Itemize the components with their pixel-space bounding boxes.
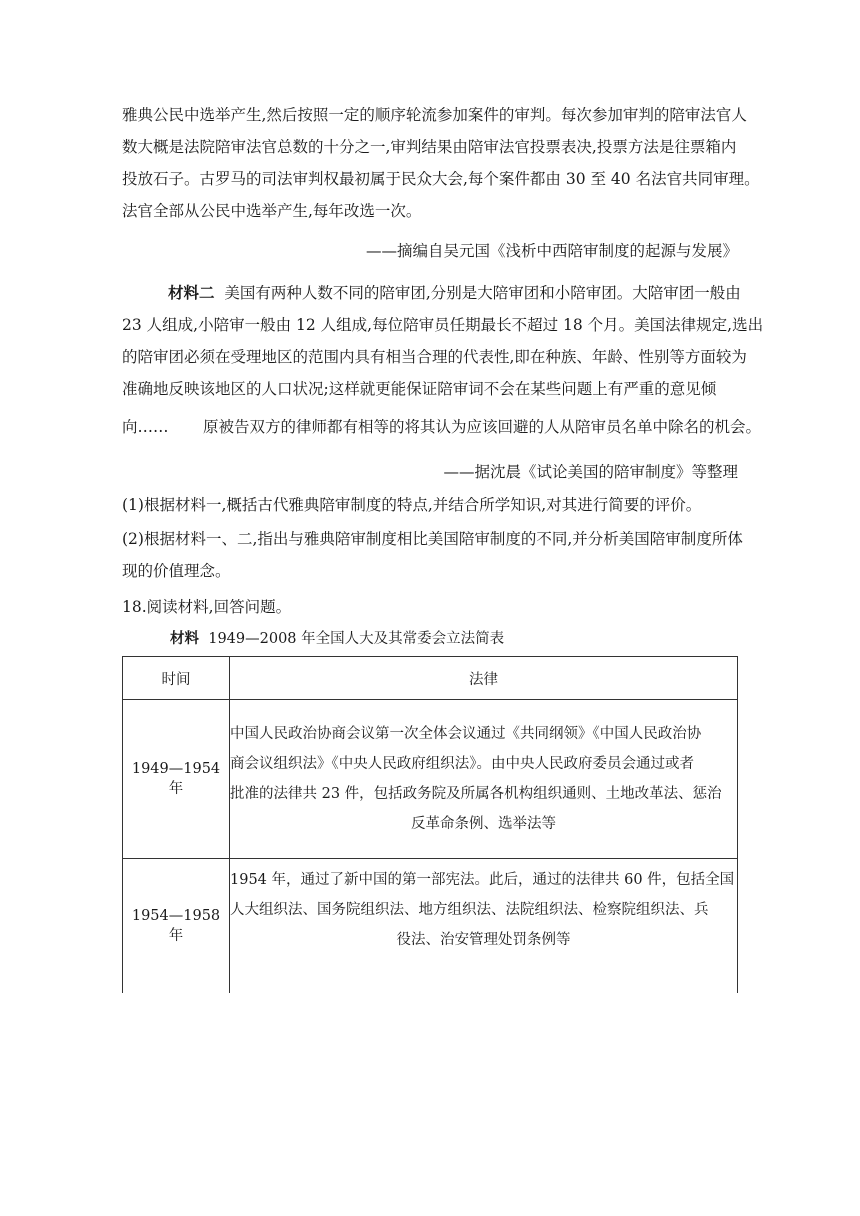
table-caption <box>170 627 504 651</box>
table-row <box>123 859 738 994</box>
law-line: 人大组织法、国务院组织法、地方组织法、法院组织法、检察院组织法、兵 <box>230 902 709 918</box>
law-line: 批准的法律共 23 件，包括政务院及所属各机构组织通则、土地改革法、惩治 <box>230 786 722 802</box>
material1-source: ——摘编自吴元国《浅析中西陪审制度的起源与发展》 <box>365 242 738 260</box>
question-2 <box>122 523 742 587</box>
table-caption-text: 1949—2008 年全国人大及其常委会立法简表 <box>208 631 505 647</box>
material2-line: 23 人组成,小陪审一般由 12 人组成,每位陪审员任期最长不超过 18 个月。美国法律规定,选出 <box>122 316 764 334</box>
header-law: 法律 <box>230 657 738 700</box>
material1-paragraph <box>122 99 760 227</box>
question-18: 18.阅读材料,回答问题。 <box>122 598 292 616</box>
material2-paragraph <box>122 277 764 443</box>
row-law <box>230 700 738 859</box>
row-law <box>230 859 738 994</box>
material2-line: 准确地反映该地区的人口状况;这样就更能保证陪审词不会在某些问题上有严重的意见倾 <box>122 380 717 398</box>
legislation-table <box>122 656 738 993</box>
material2-source: ——据沈晨《试论美国的陪审制度》等整理 <box>443 463 738 481</box>
law-line: 反革命条例、选举法等 <box>411 816 556 832</box>
material2-line: 向…… 原被告双方的律师都有相等的将其认为应该回避的人从陪审员名单中除名的机会。 <box>122 418 761 436</box>
row-time: 1954—1958 年 <box>123 859 230 994</box>
material1-line: 数大概是法院陪审法官总数的十分之一,审判结果由陪审法官投票表决,投票方法是往票箱内 <box>122 138 737 156</box>
law-line: 1954 年，通过了新中国的第一部宪法。此后，通过的法律共 60 件，包括全国 <box>230 872 735 888</box>
table-row <box>123 700 738 859</box>
law-line: 役法、治安管理处罚条例等 <box>396 932 571 948</box>
row-time: 1949—1954 年 <box>123 700 230 859</box>
question-2-line: 现的价值理念。 <box>122 562 231 580</box>
question-2-line: (2)根据材料一、二,指出与雅典陪审制度相比美国陪审制度的不同,并分析美国陪审制度所体 <box>122 530 743 548</box>
law-line: 商会议组织法》《中央人民政府组织法》。由中央人民政府委员会通过或者 <box>230 756 694 772</box>
material1-line: 投放石子。古罗马的司法审判权最初属于民众大会,每个案件都由 30 至 40 名法官共同审理。 <box>122 170 760 188</box>
question-1: (1)根据材料一,概括古代雅典陪审制度的特点,并结合所学知识,对其进行简要的评价。 <box>122 496 702 514</box>
law-line: 中国人民政治协商会议第一次全体会议通过《共同纲领》《中国人民政治协 <box>230 726 702 742</box>
material2-line: 美国有两种人数不同的陪审团,分别是大陪审团和小陪审团。大陪审团一般由 <box>224 284 741 302</box>
table-caption-label: 材料 <box>170 630 199 647</box>
material2-first-line <box>122 277 741 309</box>
table-header-row <box>123 657 738 700</box>
material2-line: 的陪审团必须在受理地区的范围内具有相当合理的代表性,即在种族、年龄、性别等方面较为 <box>122 348 747 366</box>
material2-label: 材料二 <box>168 283 215 302</box>
material1-line: 雅典公民中选举产生,然后按照一定的顺序轮流参加案件的审判。每次参加审判的陪审法官人 <box>122 106 747 124</box>
material1-line: 法官全部从公民中选举产生,每年改选一次。 <box>122 202 422 220</box>
header-time: 时间 <box>123 657 230 700</box>
